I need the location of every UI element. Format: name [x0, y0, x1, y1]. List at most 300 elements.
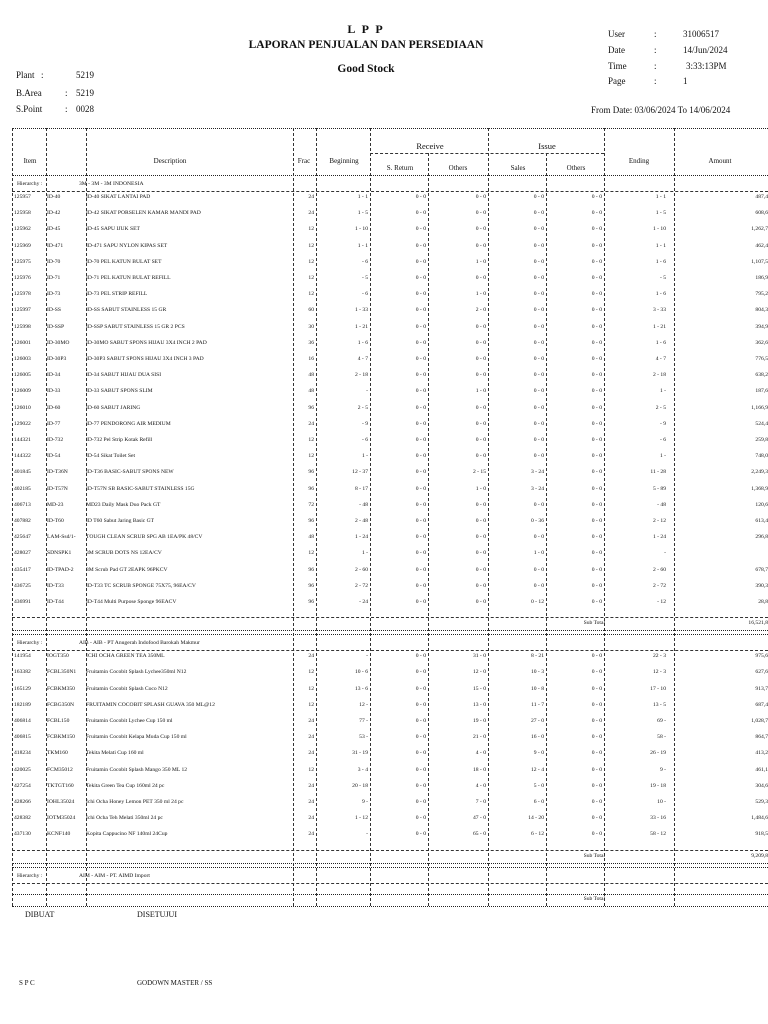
issue-others: 0 - 0 [591, 501, 602, 508]
frac: 96 [308, 469, 314, 476]
beginning: - 6 [361, 437, 368, 443]
ending: 1 - 21 [652, 323, 666, 330]
ending: - 48 [657, 501, 666, 508]
issue-others: 0 - 0 [591, 566, 602, 573]
amount: 529,3 [755, 799, 768, 805]
sales: 0 - 0 [533, 404, 544, 411]
amount: 186,9 [755, 275, 768, 281]
date-range: From Date: 03/06/2024 To 14/06/2024 [591, 105, 731, 115]
item-alias: FCBKM150 [47, 734, 75, 741]
receive-others: 1 - 0 [475, 388, 486, 395]
frac: 24 [308, 194, 314, 200]
ending: 10 - [657, 799, 666, 805]
amount: 394,9 [755, 323, 768, 330]
ending: 2 - 60 [652, 566, 666, 573]
sales: 10 - 8 [530, 685, 544, 692]
item-description: ID-T57N SB BASIC-SABUT STAINLESS 15G [86, 485, 195, 492]
meta-sep: : [65, 88, 68, 98]
item-alias: IOTM35024 [47, 815, 76, 822]
ending: 58 - 12 [650, 831, 666, 838]
beginning: 1 - 24 [354, 534, 368, 541]
item-alias: ID-77 [47, 420, 61, 427]
issue-others: 0 - 0 [591, 226, 602, 233]
s-return: 0 - 0 [415, 653, 426, 660]
item-alias: ID-34 [47, 372, 61, 379]
s-return: 0 - 0 [415, 599, 426, 605]
item-alias: ID-40 [47, 194, 61, 200]
meta-sep: : [41, 70, 44, 80]
issue-others: 0 - 0 [591, 323, 602, 330]
s-return: 0 - 0 [415, 669, 426, 676]
issue-others: 0 - 0 [591, 518, 602, 524]
report-title: LAPORAN PENJUALAN DAN PERSEDIAAN [248, 39, 484, 51]
amount: 627,6 [755, 669, 768, 676]
sales: 3 - 24 [530, 469, 544, 476]
item-alias: ID-70 [47, 258, 61, 265]
issue-others: 0 - 0 [591, 799, 602, 805]
s-return: 0 - 0 [415, 242, 426, 249]
sales: 0 - 0 [533, 453, 544, 460]
footer-spc: S P C [19, 979, 35, 987]
receive-others: 1 - 0 [475, 258, 486, 265]
beginning: 2 - 60 [354, 566, 368, 573]
amount: 462,4 [755, 242, 768, 249]
item-code: 436991 [14, 599, 31, 605]
item-description: 3M SCRUB DOTS NS 12EA/CV [86, 550, 162, 557]
issue-others: 0 - 0 [591, 372, 602, 379]
ending: 3 - 33 [652, 307, 666, 314]
item-description: Fruitamin Cocobit Splash Lychee350ml N12 [86, 669, 187, 676]
beginning: 12 - [359, 701, 368, 708]
item-code: 406814 [14, 718, 31, 724]
receive-others: 0 - 0 [475, 518, 486, 524]
subtotal-label: Sub Total [583, 852, 605, 859]
sales: 0 - 12 [530, 599, 544, 605]
item-code: 163382 [14, 669, 31, 676]
s-return: 0 - 0 [415, 258, 426, 265]
receive-others: 0 - 0 [475, 323, 486, 330]
beginning: - 6 [361, 291, 368, 298]
meta-label-page: Page [608, 76, 626, 86]
header-divider [370, 153, 604, 154]
amount: 413,2 [755, 750, 768, 757]
item-code: 406713 [14, 501, 31, 508]
section-bottom-border [12, 894, 768, 895]
item-code: 407882 [14, 518, 31, 524]
issue-others: 0 - 0 [591, 485, 602, 492]
sales: 0 - 0 [533, 323, 544, 330]
s-return: 0 - 0 [415, 701, 426, 708]
receive-others: 1 - 0 [475, 485, 486, 492]
beginning: 4 - 7 [357, 356, 368, 362]
sales: 0 - 0 [533, 194, 544, 200]
ending: 2 - 5 [655, 404, 666, 411]
item-alias: LAM-Ssd/1- [47, 534, 76, 541]
receive-others: 0 - 0 [475, 534, 486, 541]
s-return: 0 - 0 [415, 485, 426, 492]
issue-others: 0 - 0 [591, 534, 602, 541]
issue-others: 0 - 0 [591, 766, 602, 773]
frac: 12 [308, 701, 314, 708]
item-description: ID-60 SABUT JARING [86, 404, 141, 411]
sales: 11 - 7 [531, 701, 544, 708]
column-divider [428, 153, 429, 906]
ending: 12 - 3 [652, 669, 666, 676]
hierarchy-name: 3M - 3M - 3M INDONESIA [79, 181, 144, 187]
s-return: 0 - 0 [415, 718, 426, 724]
receive-others: 0 - 0 [475, 404, 486, 411]
item-description: ID-33 SABUT SPONS SLIM [86, 388, 153, 395]
sales: 8 - 21 [530, 653, 544, 660]
item-code: 428266 [14, 799, 31, 805]
meta-label-spoint: S.Point [16, 104, 43, 114]
col-header-beginning: Beginning [329, 157, 359, 165]
frac: 24 [308, 734, 314, 741]
ending: - [664, 550, 666, 557]
item-code: 401845 [14, 469, 31, 476]
beginning: 2 - 48 [354, 518, 368, 524]
amount: 1,028,7 [751, 718, 768, 724]
issue-others: 0 - 0 [591, 831, 602, 838]
item-description: ID-732 Pel Strip Kotak Refill [86, 437, 153, 443]
item-code: 428027 [14, 550, 31, 557]
sales: 0 - 0 [533, 226, 544, 233]
beginning: - 6 [361, 258, 368, 265]
item-code: 436725 [14, 582, 31, 589]
amount: 613,4 [755, 518, 768, 524]
item-code: 126001 [14, 339, 31, 346]
meta-label-plant: Plant [16, 70, 35, 80]
ending: - 12 [657, 599, 666, 605]
frac: 12 [308, 226, 314, 233]
issue-others: 0 - 0 [591, 734, 602, 741]
ending: 69 - [657, 718, 666, 724]
beginning: 31 - 19 [352, 750, 368, 757]
item-code: 406815 [14, 734, 31, 741]
col-header-ending: Ending [628, 157, 650, 165]
item-alias: ID-30MO [47, 339, 70, 346]
column-divider [370, 128, 371, 906]
frac: 24 [308, 831, 314, 838]
frac: 12 [308, 550, 314, 557]
beginning: 8 - 17 [354, 485, 368, 492]
footer-godown-master: GODOWN MASTER / SS [137, 979, 213, 987]
frac: 12 [308, 275, 314, 281]
beginning: - 5 [361, 275, 368, 281]
frac: 12 [308, 258, 314, 265]
frac: 24 [308, 815, 314, 822]
frac: 24 [308, 782, 314, 789]
amount: 304,6 [755, 782, 768, 789]
item-code: 125998 [14, 323, 31, 330]
ending: 26 - 19 [650, 750, 666, 757]
sales: 0 - 0 [533, 210, 544, 217]
beginning: 1 - 33 [354, 307, 368, 314]
s-return: 0 - 0 [415, 831, 426, 838]
item-description: ID-45 SAPU IJUK SET [86, 226, 140, 233]
item-alias: ID-TPAD-2 [47, 566, 74, 573]
frac: 12 [308, 453, 314, 460]
issue-others: 0 - 0 [591, 307, 602, 314]
amount: 1,166,9 [751, 404, 768, 411]
column-divider [488, 128, 489, 906]
ending: - 5 [659, 275, 666, 281]
s-return: 0 - 0 [415, 404, 426, 411]
frac: 36 [308, 339, 314, 346]
col-header-s-return: S. Return [386, 164, 414, 172]
item-description: Tekita Green Tea Cup 160ml 24 pc [86, 782, 165, 789]
item-alias: ID-54 [47, 453, 61, 460]
sales: 0 - 0 [533, 388, 544, 395]
item-description: ID-T33 TC SCRUB SPONGE 75X75, 96EA/CV [86, 582, 196, 589]
item-code: 126009 [14, 388, 31, 395]
sales: 27 - 0 [530, 718, 544, 724]
item-alias: ID-T60 [47, 518, 64, 524]
amount: 259,8 [755, 437, 768, 443]
amount: 804,3 [755, 307, 768, 314]
sales: 9 - 0 [533, 750, 544, 757]
receive-others: 0 - 0 [475, 566, 486, 573]
item-alias: IOGT350 [47, 653, 69, 660]
amount: 120,6 [755, 501, 768, 508]
table-left-border [12, 128, 13, 906]
amount: 795,2 [755, 291, 768, 298]
s-return: 0 - 0 [415, 518, 426, 524]
frac: 24 [308, 718, 314, 724]
s-return: 0 - 0 [415, 685, 426, 692]
amount: 913,7 [755, 685, 768, 692]
sales: 0 - 0 [533, 437, 544, 443]
beginning: 1 - 1 [357, 194, 368, 200]
sales: 5 - 0 [533, 782, 544, 789]
issue-others: 0 - 0 [591, 258, 602, 265]
frac: 96 [308, 582, 314, 589]
item-description: Fruitamin Cocobit Splash Mango 350 ML 12 [86, 766, 188, 773]
receive-others: 0 - 0 [475, 420, 486, 427]
beginning: - [366, 831, 368, 838]
frac: 12 [308, 291, 314, 298]
receive-others: 2 - 0 [475, 307, 486, 314]
issue-others: 0 - 0 [591, 275, 602, 281]
col-header-sales: Sales [510, 164, 526, 172]
meta-label-date: Date [608, 45, 625, 55]
hierarchy-divider [12, 650, 768, 651]
item-code: 428382 [14, 815, 31, 822]
s-return: 0 - 0 [415, 766, 426, 773]
item-code: 129022 [14, 420, 31, 427]
ending: 4 - 7 [655, 356, 666, 362]
item-description: Fruitamin Cocobit Lychee Cup 150 ml [86, 718, 173, 724]
amount: 864,7 [755, 734, 768, 741]
sales: 16 - 0 [530, 734, 544, 741]
meta-sep: : [654, 61, 657, 71]
frac: 96 [308, 404, 314, 411]
frac: 48 [308, 534, 314, 541]
amount: 748,0 [755, 453, 768, 460]
frac: 12 [308, 669, 314, 676]
sales: 0 - 0 [533, 275, 544, 281]
sales: 0 - 0 [533, 339, 544, 346]
receive-others: 31 - 0 [472, 653, 486, 660]
amount: 362,6 [755, 339, 768, 346]
sales: 6 - 12 [530, 831, 544, 838]
frac: 96 [308, 518, 314, 524]
receive-others: 0 - 0 [475, 599, 486, 605]
meta-sep: : [654, 45, 657, 55]
ending: 2 - 12 [652, 518, 666, 524]
receive-others: 13 - 0 [472, 701, 486, 708]
ending: - 6 [659, 437, 666, 443]
sales: 1 - 0 [533, 550, 544, 557]
item-alias: ID-30P3 [47, 356, 67, 362]
item-description: MD23 Daily Mask Duo Pack GT [86, 501, 161, 508]
frac: 96 [308, 566, 314, 573]
item-code: 418234 [14, 750, 31, 757]
meta-sep: : [654, 29, 657, 39]
s-return: 0 - 0 [415, 388, 426, 395]
sales: 0 - 0 [533, 501, 544, 508]
issue-others: 0 - 0 [591, 242, 602, 249]
issue-others: 0 - 0 [591, 339, 602, 346]
beginning: 12 - 37 [352, 469, 368, 476]
beginning: 1 - 21 [354, 323, 368, 330]
s-return: 0 - 0 [415, 372, 426, 379]
issue-others: 0 - 0 [591, 750, 602, 757]
item-alias: FCBKM350 [47, 685, 75, 692]
item-alias: KCNF140 [47, 831, 71, 838]
ending: 1 - [659, 453, 666, 460]
amount: 1,107,5 [751, 258, 768, 265]
frac: 48 [308, 372, 314, 379]
frac: 96 [308, 485, 314, 492]
ending: 13 - 5 [652, 701, 666, 708]
beginning: 1 - 10 [354, 226, 368, 233]
hierarchy-divider [12, 191, 768, 192]
item-alias: FCBG350N [47, 701, 75, 708]
ending: 33 - 16 [650, 815, 666, 822]
frac: 12 [308, 242, 314, 249]
footer-disetujui: DISETUJUI [137, 910, 177, 919]
s-return: 0 - 0 [415, 534, 426, 541]
ending: 17 - 10 [650, 685, 666, 692]
receive-others: 7 - 0 [475, 799, 486, 805]
meta-value-time: 3:33:13PM [686, 61, 727, 71]
issue-others: 0 - 0 [591, 291, 602, 298]
s-return: 0 - 0 [415, 469, 426, 476]
frac: 30 [308, 323, 314, 330]
item-code: 126005 [14, 372, 31, 379]
item-alias: ID-71 [47, 275, 61, 281]
col-header-receive-others: Others [448, 164, 468, 172]
meta-label-time: Time [608, 61, 627, 71]
beginning: - 9 [361, 420, 368, 427]
frac: 96 [308, 599, 314, 605]
item-description: 3M Scrub Pad GT 2EAPK 96PKCV [86, 566, 168, 573]
frac: 16 [308, 356, 314, 362]
receive-others: 65 - 0 [472, 831, 486, 838]
amount: 487,4 [755, 194, 768, 200]
receive-others: 0 - 0 [475, 437, 486, 443]
amount: 390,3 [755, 582, 768, 589]
frac: 12 [308, 437, 314, 443]
subtotal-label: Sub Total [583, 620, 605, 627]
item-code: 144322 [14, 453, 31, 460]
table-bottom-border [12, 906, 768, 907]
item-alias: ID-471 [47, 242, 64, 249]
item-description: ID-34 SABUT HIJAU DUA SISI [86, 372, 162, 379]
issue-others: 0 - 0 [591, 404, 602, 411]
item-description: ID-71 PEL KATUN BULAT REFILL [86, 275, 171, 281]
item-code: 125976 [14, 275, 31, 281]
s-return: 0 - 0 [415, 356, 426, 362]
hierarchy-divider [12, 883, 768, 884]
s-return: 0 - 0 [415, 550, 426, 557]
item-code: 144321 [14, 437, 31, 443]
col-header-amount: Amount [708, 157, 732, 165]
issue-others: 0 - 0 [591, 582, 602, 589]
s-return: 0 - 0 [415, 291, 426, 298]
item-code: 420025 [14, 766, 31, 773]
beginning: - 24 [359, 599, 368, 605]
ending: 1 - 1 [655, 242, 666, 249]
s-return: 0 - 0 [415, 815, 426, 822]
sales: 3 - 24 [530, 485, 544, 492]
item-alias: TKTGT160 [47, 782, 74, 789]
item-code: 435417 [14, 566, 31, 573]
table-header-bottom-border [12, 175, 768, 176]
sales: 0 - 36 [530, 518, 544, 524]
item-code: 125962 [14, 226, 31, 233]
col-header-receive: Receive [416, 141, 444, 151]
frac: 72 [308, 501, 314, 508]
hierarchy-name: AIM - AIM - PT. AIMD Import [79, 872, 150, 879]
beginning: 1 - 5 [357, 210, 368, 217]
amount: 187,6 [755, 388, 768, 395]
ending: 58 - [657, 734, 666, 741]
ending: 1 - 24 [652, 534, 666, 541]
item-code: 402185 [14, 485, 31, 492]
subtotal-label: Sub Total [583, 895, 605, 902]
issue-others: 0 - 0 [591, 669, 602, 676]
subtotal-amount: 16,521,8 [748, 620, 768, 627]
ending: 9 - [659, 766, 666, 773]
amount: 918,5 [755, 831, 768, 838]
ending: 1 - [659, 388, 666, 395]
receive-others: 21 - 0 [472, 734, 486, 741]
item-alias: TKM160 [47, 750, 68, 757]
amount: 461,1 [755, 766, 768, 773]
hierarchy-label: Hierarchy : [17, 640, 43, 647]
receive-others: 47 - 0 [472, 815, 486, 822]
beginning: 1 - [361, 453, 368, 460]
item-alias: SDNSPK1 [47, 550, 72, 557]
beginning: 77 - [359, 718, 368, 724]
amount: 524,4 [755, 420, 768, 427]
item-alias: ID-SSP [47, 323, 65, 330]
s-return: 0 - 0 [415, 566, 426, 573]
item-code: 125957 [14, 194, 31, 200]
amount: 1,262,7 [751, 226, 768, 233]
item-code: 125978 [14, 291, 31, 298]
beginning: - 48 [359, 501, 368, 508]
ending: 1 - 10 [652, 226, 666, 233]
item-alias: IOHL35024 [47, 799, 75, 805]
meta-sep: : [654, 76, 657, 86]
section-bottom-border [12, 630, 768, 631]
amount: 2,249,3 [751, 469, 768, 476]
column-divider [293, 128, 294, 906]
issue-others: 0 - 0 [591, 194, 602, 200]
